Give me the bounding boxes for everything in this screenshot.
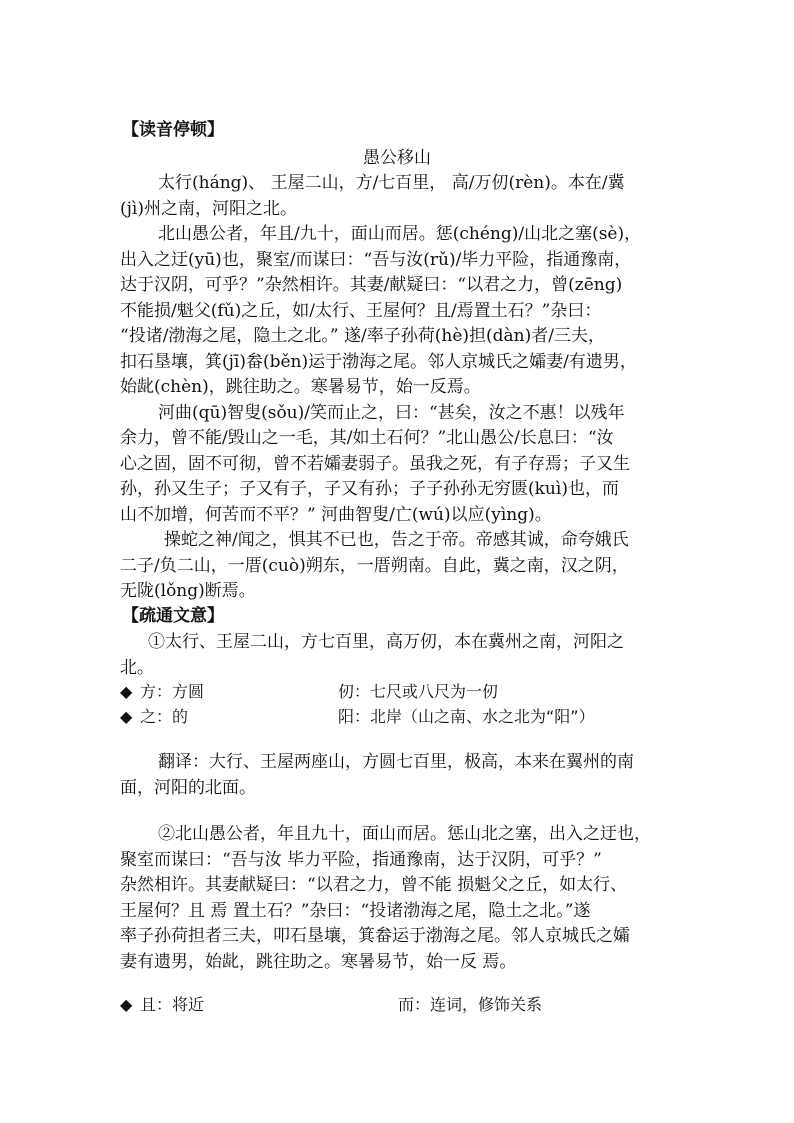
- passage-line: 操蛇之神/闻之，惧其不已也，告之于帝。帝感其诚，命夸娥氏: [164, 530, 629, 550]
- section-heading-meaning: 【疏通文意】: [122, 606, 224, 626]
- passage-line: 不能损/魁父(fǔ)之丘，如/太行、王屋何？且/焉置土石？”杂曰：: [120, 300, 602, 321]
- paragraph-2: [120, 822, 680, 975]
- paragraph-line: ②北山愚公者，年且九十，面山而居。惩山北之塞，出入之迂也，: [158, 824, 651, 844]
- paragraph-1: [120, 630, 680, 681]
- gloss-right: 仞：七尺或八尺为一仞: [338, 682, 499, 701]
- passage-line: 二子/负二山，一厝(cuò)朔东，一厝朔南。自此，冀之南，汉之阴，: [120, 555, 629, 576]
- passage-line: 扣石垦壤，箕(jī)畚(běn)运于渤海之尾。邻人京城氏之孀妻/有遗男，: [120, 351, 637, 372]
- paragraph-line: 北。: [120, 657, 154, 678]
- diamond-bullet-icon: ◆: [120, 682, 133, 701]
- diamond-bullet-icon: ◆: [120, 995, 133, 1014]
- translation-line: 面，河阳的北面。: [120, 777, 256, 798]
- gloss-row: [120, 992, 680, 1018]
- passage-line: 余力，曾不能/毁山之一毛，其/如土石何？”北山愚公/长息曰：“汝: [120, 428, 614, 448]
- paragraph-line: 率子孙荷担者三夫，叩石垦壤，箕畚运于渤海之尾。邻人京城氏之孀: [120, 926, 630, 946]
- gloss-right: 阳：北岸（山之南、水之北为“阳”）: [338, 707, 595, 726]
- passage-line: 山不加增，何苦而不平？” 河曲智叟/亡(wú)以应(yìng)。: [120, 504, 552, 525]
- paragraph-line: 妻有遗男，始龀，跳往助之。寒暑易节，始一反 焉。: [120, 951, 517, 972]
- passage-line: “投诸/渤海之尾，隐土之北。” 遂/率子孙荷(hè)担(dàn)者/三夫，: [120, 326, 605, 346]
- gloss-right: 而：连词，修饰关系: [398, 995, 543, 1014]
- paragraph-line: ①太行、王屋二山，方七百里，高万仞，本在冀州之南，河阳之: [148, 632, 624, 652]
- translation-1: [120, 750, 680, 801]
- passage-line: 太行(háng)、 王屋二山，方/七百里， 高/万仞(rèn)。本在/冀: [158, 173, 625, 193]
- passage-line: 北山愚公者，年且/九十，面山而居。惩(chéng)/山北之塞(sè)，: [158, 224, 642, 244]
- paragraph-line: 聚室而谋曰：“吾与汝 毕力平险，指通豫南，达于汉阴，可乎？”: [120, 849, 602, 870]
- passage-line: 河曲(qū)智叟(sǒu)/笑而止之，曰：“甚矣，汝之不惠！以残年: [158, 402, 625, 423]
- passage-line: (jì)州之南，河阳之北。: [120, 198, 297, 219]
- passage-line: 出入之迂(yū)也，聚室/而谋曰：“吾与汝(rǔ)/毕力平险，指通豫南，: [120, 249, 632, 270]
- passage-title: 愚公移山: [363, 148, 431, 168]
- passage-line: 心之固，固不可彻，曾不若孀妻弱子。虽我之死，有子存焉；子又生: [120, 453, 630, 474]
- passage-line: 无陇(lǒng)断焉。: [120, 581, 256, 601]
- gloss-left: 之：的: [140, 707, 189, 726]
- gloss-left: 且：将近: [140, 995, 205, 1014]
- translation-line: 翻译：大行、王屋两座山，方圆七百里，极高，本来在翼州的南: [158, 752, 634, 772]
- passage-line: 始龀(chèn)，跳往助之。寒暑易节，始一反焉。: [120, 377, 481, 397]
- section-heading-pronunciation: 【读音停顿】: [122, 120, 224, 140]
- gloss-row: [120, 679, 680, 705]
- diamond-bullet-icon: ◆: [120, 707, 133, 726]
- passage-line: 达于汉阴，可乎？”杂然相许。其妻/献疑曰：“以君之力，曾(zēng): [120, 275, 623, 295]
- passage-line: 孙，孙又生子；子又有子，子又有孙；子子孙孙无穷匮(kuì)也，而: [120, 479, 619, 499]
- annotated-passage: [120, 171, 680, 605]
- gloss-row: [120, 704, 680, 730]
- gloss-left: 方：方圆: [140, 682, 205, 701]
- paragraph-line: 杂然相许。其妻献疑曰：“以君之力，曾不能 损魁父之丘，如太行、: [120, 875, 628, 895]
- paragraph-line: 王屋何？且 焉 置土石？”杂曰：“投诸渤海之尾，隐土之北。”遂: [120, 900, 591, 921]
